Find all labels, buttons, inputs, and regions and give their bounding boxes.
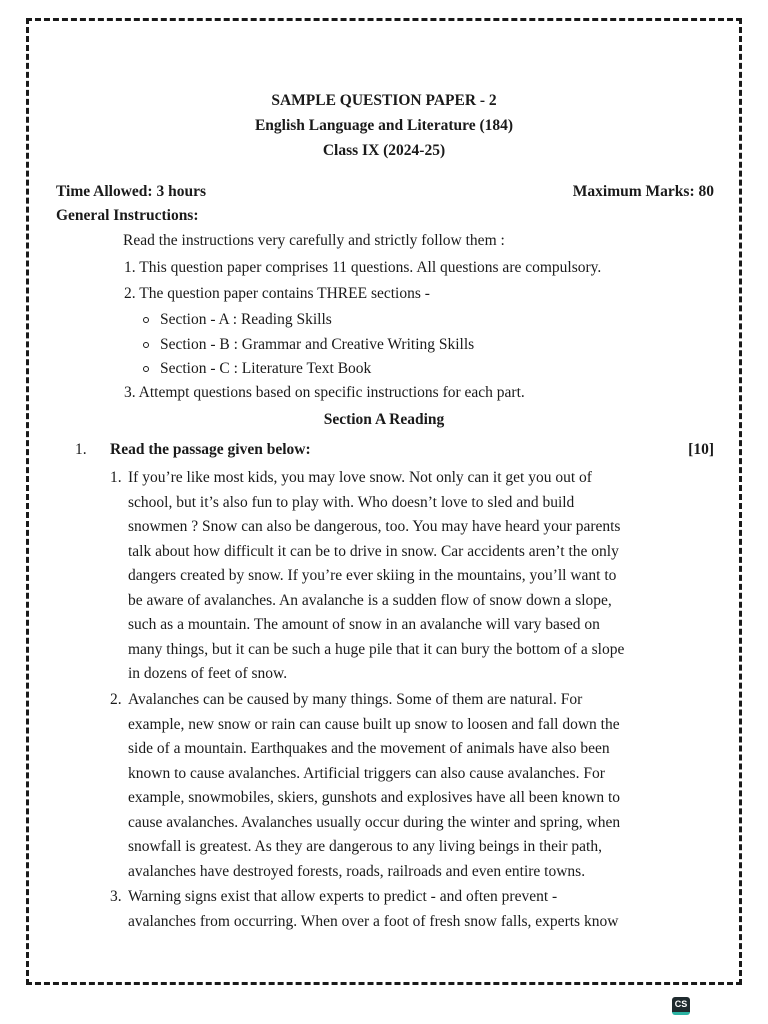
bullet-icon bbox=[143, 342, 149, 348]
time-allowed: Time Allowed: 3 hours bbox=[56, 183, 206, 200]
paper-title: SAMPLE QUESTION PAPER - 2 bbox=[271, 92, 497, 109]
passage-line: school, but it’s also fun to play with. Who doesn’t love to sled and build bbox=[128, 493, 575, 511]
paper-subject: English Language and Literature (184) bbox=[254, 117, 514, 134]
passage-line: dangers created by snow. If you’re ever skiing in the mountains, you’ll want to bbox=[128, 567, 617, 584]
question-number: 1. bbox=[75, 441, 87, 458]
passage-line: example, snowmobiles, skiers, gunshots and explosives have all been known to bbox=[128, 789, 621, 806]
section-b-item: Section - B : Grammar and Creative Writing Skills bbox=[160, 336, 475, 353]
passage-line: avalanches from occurring. When over a foot of fresh snow falls, experts know bbox=[128, 912, 619, 930]
maximum-marks: Maximum Marks: 80 bbox=[572, 183, 714, 200]
passage-line: Warning signs exist that allow experts to predict - and often prevent - bbox=[128, 888, 558, 905]
passage-line: snowmen ? Snow can also be dangerous, too. You may have heard your parents bbox=[128, 518, 621, 535]
passage-line: known to cause avalanches. Artificial triggers can also cause avalanches. For bbox=[128, 764, 605, 782]
passage-line: in dozens of feet of snow. bbox=[128, 665, 288, 682]
passage-line: avalanches have destroyed forests, roads, railroads and even entire towns. bbox=[128, 862, 586, 880]
paragraph-number: 3. bbox=[110, 888, 122, 905]
instruction-item-2: 2. The question paper contains THREE sections - bbox=[124, 285, 430, 302]
question-marks: [10] bbox=[688, 441, 714, 458]
passage-line: If you’re like most kids, you may love snow. Not only can it get you out of bbox=[128, 469, 592, 486]
paragraph-number: 2. bbox=[110, 691, 122, 708]
instruction-item-3: 3. Attempt questions based on specific instructions for each part. bbox=[124, 384, 525, 401]
paper-class: Class IX (2024-25) bbox=[322, 142, 446, 159]
passage-line: Avalanches can be caused by many things. Some of them are natural. For bbox=[128, 691, 583, 708]
passage-line: many things, but it can be such a huge pile that it can bury the bottom of a slope bbox=[128, 640, 625, 658]
passage-line: side of a mountain. Earthquakes and the movement of animals have also been bbox=[128, 740, 610, 757]
bullet-icon bbox=[143, 366, 149, 372]
paragraph-number: 1. bbox=[110, 469, 122, 486]
camscanner-logo-icon: CS bbox=[672, 997, 690, 1015]
passage-line: be aware of avalanches. An avalanche is a sudden flow of snow down a slope, bbox=[128, 591, 612, 609]
passage-line: snowfall is greatest. As they are dangerous to any living beings in their path, bbox=[128, 838, 602, 855]
passage-line: cause avalanches. Avalanches usually occur during the winter and spring, when bbox=[128, 813, 621, 831]
passage-line: talk about how difficult it can be to drive in snow. Car accidents aren’t the only bbox=[128, 542, 619, 560]
passage-line: example, new snow or rain can cause built up snow to loosen and fall down the bbox=[128, 715, 620, 733]
section-a-heading: Section A Reading bbox=[323, 411, 445, 428]
passage-line: such as a mountain. The amount of snow in an avalanche will vary based on bbox=[128, 616, 600, 633]
general-instructions-heading: General Instructions: bbox=[56, 207, 199, 224]
instructions-intro: Read the instructions very carefully and strictly follow them : bbox=[123, 232, 505, 249]
question-label: Read the passage given below: bbox=[110, 441, 311, 458]
instruction-item-1: 1. This question paper comprises 11 questions. All questions are compulsory. bbox=[124, 259, 602, 276]
bullet-icon bbox=[143, 317, 149, 323]
section-a-item: Section - A : Reading Skills bbox=[160, 311, 332, 328]
section-c-item: Section - C : Literature Text Book bbox=[160, 360, 372, 377]
